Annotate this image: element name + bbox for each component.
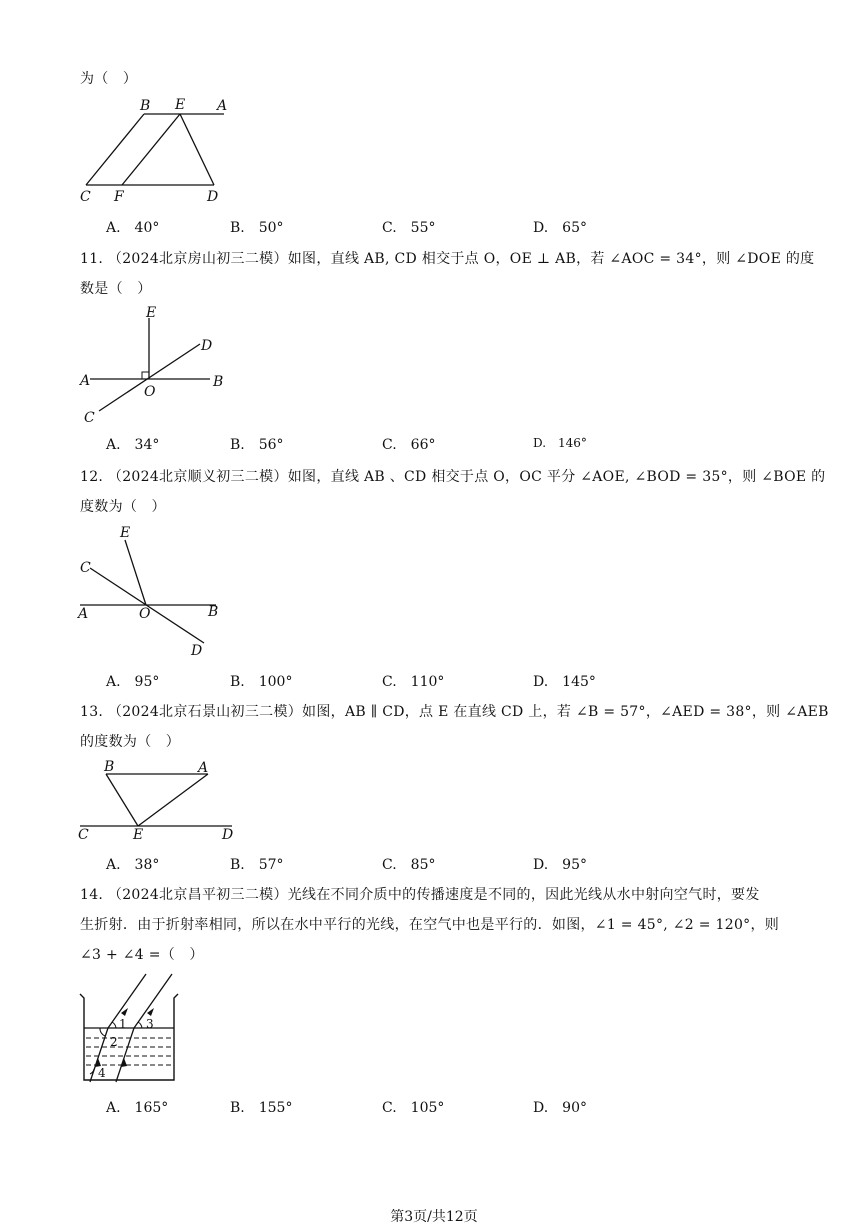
label-D: D (207, 189, 219, 205)
q13-diagram (76, 758, 241, 843)
q12-diagram (76, 522, 236, 660)
q12-option-b: B. 100° (230, 674, 293, 690)
label-A: A (217, 98, 228, 114)
q14-diagram (76, 970, 186, 1085)
angle3-arc (138, 1022, 142, 1028)
label-E: E (120, 525, 131, 541)
label-B: B (213, 374, 224, 390)
label-A: A (80, 373, 91, 389)
q14-option-c: C. 105° (382, 1100, 445, 1116)
line-OE (125, 540, 146, 605)
q13-option-a: A. 38° (106, 857, 160, 873)
label-C: C (84, 410, 95, 426)
line-EF (122, 114, 180, 185)
q10-option-b: B. 50° (230, 220, 284, 236)
label-B: B (140, 98, 151, 114)
q10-option-d: D. 65° (533, 220, 587, 236)
q14-option-b: B. 155° (230, 1100, 293, 1116)
label-F: F (114, 189, 124, 205)
q12-option-a: A. 95° (106, 674, 160, 690)
q14-text-line2: 生折射．由于折射率相同，所以在水中平行的光线，在空气中也是平行的．如图，∠1 = 45°, ∠2 = 120°，则 (80, 917, 780, 933)
q13-text-line1: 13. （2024北京石景山初三二模）如图，AB ∥ CD，点 E 在直线 CD 上，若 ∠B = 57°，∠AED = 38°，则 ∠AEB (80, 704, 829, 720)
label-A: A (78, 606, 89, 622)
q11-option-b: B. 56° (230, 437, 284, 453)
angle-label-2: 2 (110, 1035, 118, 1049)
q14-text-line3: ∠3 + ∠4 =（ ） (80, 947, 204, 963)
q12-text-line2: 度数为（ ） (80, 499, 166, 515)
ray2-in-water (116, 1028, 134, 1082)
q13-text-line2: 的度数为（ ） (80, 734, 181, 750)
label-C: C (78, 827, 89, 843)
label-C: C (80, 189, 91, 205)
label-D: D (222, 827, 234, 843)
line-AE (138, 774, 208, 826)
q12-figure (76, 522, 236, 660)
q11-option-a: A. 34° (106, 437, 160, 453)
q12-option-d: D. 145° (533, 674, 596, 690)
q13-option-c: C. 85° (382, 857, 436, 873)
q13-option-d: D. 95° (533, 857, 587, 873)
label-E: E (146, 305, 157, 321)
q10-option-c: C. 55° (382, 220, 436, 236)
label-D: D (191, 643, 203, 659)
label-C: C (80, 560, 91, 576)
arrowhead (121, 1008, 128, 1016)
q14-option-d: D. 90° (533, 1100, 587, 1116)
q11-figure (76, 302, 236, 427)
q11-text-line2: 数是（ ） (80, 281, 152, 297)
q13-option-b: B. 57° (230, 857, 284, 873)
angle1-arc (112, 1022, 116, 1028)
label-D: D (201, 338, 213, 354)
line-BC (86, 114, 144, 185)
q14-figure (76, 970, 186, 1085)
q11-option-d: D. 146° (533, 436, 587, 450)
label-E: E (133, 827, 144, 843)
q10-figure (76, 94, 236, 204)
q11-diagram (76, 302, 236, 427)
angle-label-4: 4 (98, 1066, 106, 1080)
angle-label-1: 1 (119, 1017, 127, 1031)
line-BE (106, 774, 138, 826)
q14-option-a: A. 165° (106, 1100, 169, 1116)
angle-label-3: 3 (146, 1017, 154, 1031)
q10-option-a: A. 40° (106, 220, 160, 236)
q14-text-line1: 14. （2024北京昌平初三二模）光线在不同介质中的传播速度是不同的，因此光线从水中射向空气时，要发 (80, 887, 760, 903)
q11-text-line1: 11. （2024北京房山初三二模）如图，直线 AB, CD 相交于点 O，OE ⊥ AB，若 ∠AOC = 34°，则 ∠DOE 的度 (80, 251, 815, 267)
label-B: B (104, 759, 115, 775)
q11-option-c: C. 66° (382, 437, 436, 453)
label-O: O (139, 606, 151, 622)
q10-continuation: 为（ ） (80, 71, 138, 87)
q13-figure (76, 758, 241, 843)
angle2-arc (100, 1028, 105, 1036)
q12-text-line1: 12. （2024北京顺义初三二模）如图，直线 AB 、CD 相交于点 O，OC 平分 ∠AOE, ∠BOD = 35°，则 ∠BOE 的 (80, 469, 826, 485)
line-ED (180, 114, 214, 185)
label-E: E (175, 97, 186, 113)
q12-option-c: C. 110° (382, 674, 445, 690)
arrowhead (147, 1008, 154, 1016)
label-B: B (208, 604, 219, 620)
page-footer: 第3页/共12页 (390, 1209, 478, 1225)
q10-diagram (76, 94, 236, 204)
label-O: O (144, 384, 156, 400)
label-A: A (198, 760, 209, 776)
